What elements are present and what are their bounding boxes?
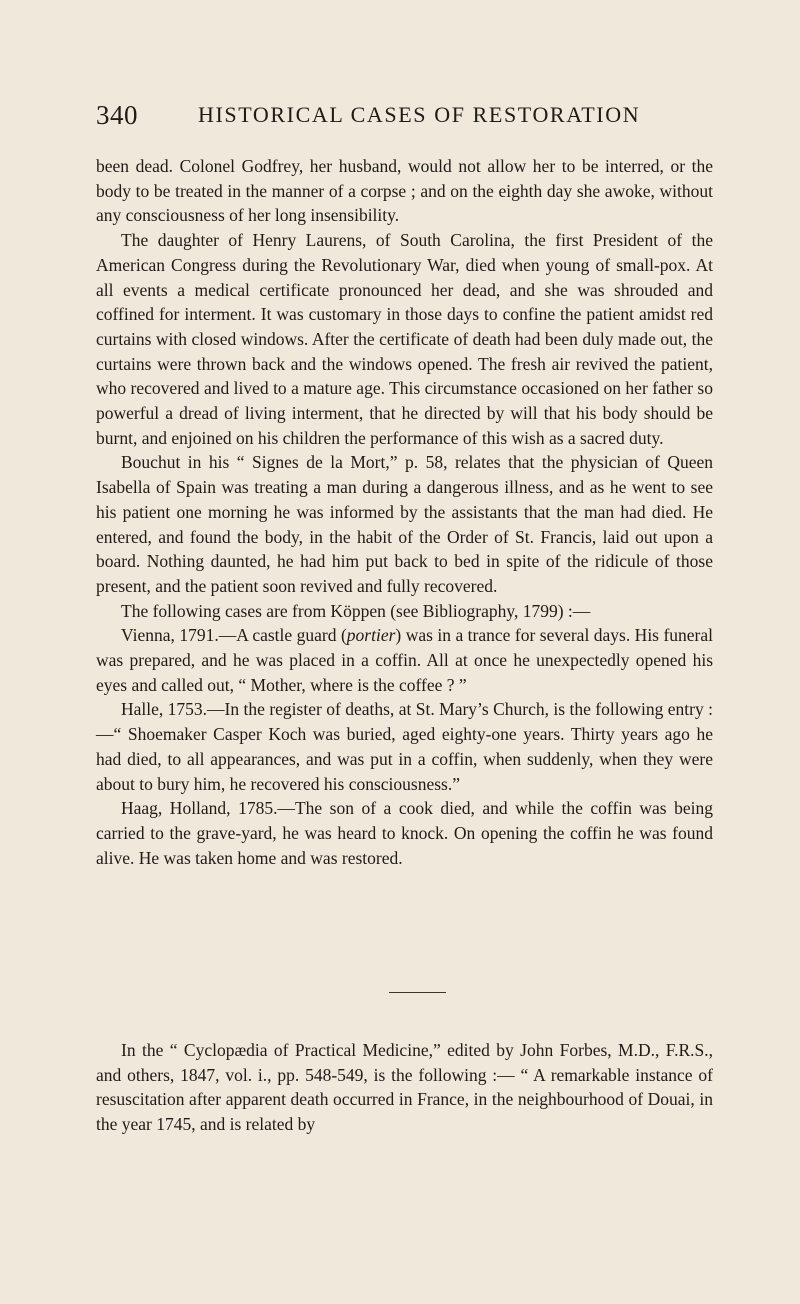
paragraph-bouchut: Bouchut in his “ Signes de la Mort,” p. 58, relates that the physician of Queen Isabella of Spain was treating a man during a dangerous illness, and as he went to see his patient one morning he was informed by the assistants that the man had died. He entered, and found the body, in the habit of the Order of St. Francis, laid out upon a board. Nothing daunted, he had him put back to bed in spite of the ridicule of those present, and the patient soon revived and fully recovered. [96, 452, 713, 596]
paragraph-koppen-intro: The following cases are from Köppen (see Bibliography, 1799) :— [121, 600, 591, 621]
main-text [96, 154, 713, 870]
vienna-text-end: ) was in a trance for several days. His funeral was prepared, and he was placed in a coffin. All at once he unexpectedly opened his eyes and called out, “ Mother, where is the coffee ? ” [96, 625, 714, 695]
vienna-italic-term: portier [346, 625, 396, 646]
paragraph-haag: Haag, Holland, 1785.—The son of a cook died, and while the coffin was being carried to the grave-yard, he was heard to knock. On opening the coffin he was found alive. He was taken home and was restored. [96, 798, 713, 868]
page-header [96, 98, 716, 138]
paragraph-vienna [96, 623, 713, 697]
paragraph-halle: Halle, 1753.—In the register of deaths, at St. Mary’s Church, is the following entry :—“ Shoemaker Casper Koch was buried, aged eighty-one years. Thirty years ago he had died, to all appearances, and was put in a coffin, when suddenly, when they were about to bury him, he recovered his consciousness.” [96, 699, 713, 794]
section-divider-rule [389, 992, 446, 993]
page-number: 340 [96, 100, 138, 130]
running-head: HISTORICAL CASES OF RESTORATION [198, 102, 641, 127]
secondary-text [96, 1038, 713, 1137]
vienna-text-start: Vienna, 1791.—A castle guard ( [121, 625, 347, 646]
paragraph-laurens: The daughter of Henry Laurens, of South Carolina, the first President of the American Congress during the Revolutionary War, died when young of small-pox. At all events a medical certificate pronounced her dead, and she was shrouded and coffined for interment. It was customary in those days to confine the patient amidst red curtains with closed windows. After the certificate of death had been duly made out, the curtains were thrown back and the windows opened. The fresh air revived the patient, who recovered and lived to a mature age. This circumstance occasioned on her father so powerful a dread of living interment, that he directed by will that his body should be burnt, and enjoined on his children the performance of this wish as a sacred duty. [96, 230, 713, 448]
paragraph-cyclopaedia: In the “ Cyclopædia of Practical Medicine,” edited by John Forbes, M.D., F.R.S., and others, 1847, vol. i., pp. 548-549, is the following :— “ A remarkable instance of resuscitation after apparent death occurred in France, in the neighbourhood of Douai, in the year 1745, and is related by [96, 1040, 713, 1135]
paragraph-godfrey: been dead. Colonel Godfrey, her husband, would not allow her to be interred, or the body to be treated in the manner of a corpse ; and on the eighth day she awoke, without any consciousness of her long insensibility. [96, 156, 713, 226]
